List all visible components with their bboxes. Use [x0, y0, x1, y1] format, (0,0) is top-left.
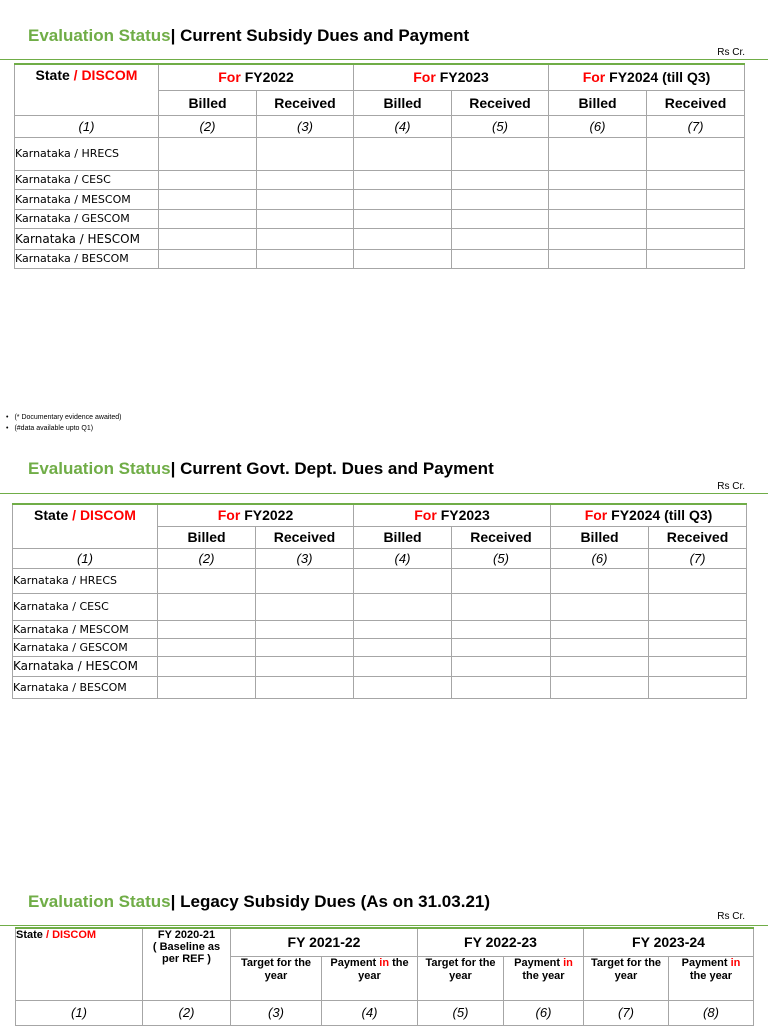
data-cell — [257, 189, 354, 209]
data-cell — [549, 249, 647, 268]
data-cell — [354, 189, 452, 209]
data-cell — [647, 209, 745, 228]
section3-rule — [0, 925, 768, 926]
row-label: Karnataka / HESCOM — [15, 228, 159, 249]
data-cell — [158, 568, 256, 593]
header-baseline: FY 2020-21 ( Baseline as per REF ) — [143, 928, 231, 1000]
header-fy2022: For FY2022 — [158, 504, 354, 526]
data-cell — [452, 656, 551, 676]
column-number: (7) — [647, 115, 745, 137]
column-number: (5) — [452, 548, 551, 568]
data-cell — [256, 676, 354, 698]
header-received: Received — [647, 90, 745, 115]
data-cell — [549, 137, 647, 170]
header-payment: Payment in the year — [504, 956, 584, 1000]
data-cell — [354, 593, 452, 620]
table-row — [15, 209, 745, 228]
column-number: (7) — [649, 548, 747, 568]
header-target: Target for the year — [584, 956, 669, 1000]
data-cell — [647, 249, 745, 268]
data-cell — [257, 209, 354, 228]
data-cell — [256, 656, 354, 676]
header-received: Received — [256, 526, 354, 548]
column-number: (3) — [257, 115, 354, 137]
data-cell — [159, 249, 257, 268]
section1-title — [28, 26, 469, 46]
row-label: Karnataka / BESCOM — [13, 676, 158, 698]
data-cell — [159, 209, 257, 228]
data-cell — [256, 620, 354, 638]
header-fy2022: For FY2022 — [159, 64, 354, 90]
data-cell — [452, 137, 549, 170]
section3-unit: Rs Cr. — [717, 911, 745, 922]
data-cell — [257, 249, 354, 268]
data-cell — [256, 593, 354, 620]
data-cell — [647, 189, 745, 209]
data-cell — [551, 593, 649, 620]
column-number: (4) — [354, 115, 452, 137]
data-cell — [158, 620, 256, 638]
data-cell — [549, 189, 647, 209]
header-fy2023-24: FY 2023-24 — [584, 928, 754, 956]
table-row — [13, 656, 747, 676]
column-number: (1) — [13, 548, 158, 568]
header-received: Received — [452, 90, 549, 115]
row-label: Karnataka / MESCOM — [13, 620, 158, 638]
data-cell — [158, 676, 256, 698]
data-cell — [452, 638, 551, 656]
header-fy2024: For FY2024 (till Q3) — [551, 504, 747, 526]
section2-title-text: | Current Govt. Dept. Dues and Payment — [170, 459, 494, 478]
column-number: (6) — [549, 115, 647, 137]
data-cell — [649, 593, 747, 620]
section2-rule — [0, 493, 768, 494]
data-cell — [354, 676, 452, 698]
data-cell — [354, 137, 452, 170]
table-row — [13, 676, 747, 698]
header-billed: Billed — [549, 90, 647, 115]
data-cell — [257, 228, 354, 249]
data-cell — [452, 593, 551, 620]
data-cell — [452, 676, 551, 698]
section3-title-text: | Legacy Subsidy Dues (As on 31.03.21) — [170, 892, 491, 911]
table-row — [13, 638, 747, 656]
section1-unit: Rs Cr. — [717, 47, 745, 58]
data-cell — [159, 228, 257, 249]
column-number-row — [15, 115, 745, 137]
data-cell — [354, 656, 452, 676]
data-cell — [647, 137, 745, 170]
data-cell — [452, 568, 551, 593]
data-cell — [649, 568, 747, 593]
table-row — [15, 249, 745, 268]
data-cell — [354, 228, 452, 249]
data-cell — [649, 638, 747, 656]
data-cell — [257, 137, 354, 170]
row-label: Karnataka / MESCOM — [15, 189, 159, 209]
table-row — [15, 170, 745, 189]
data-cell — [551, 620, 649, 638]
column-number: (2) — [159, 115, 257, 137]
header-payment: Payment in the year — [322, 956, 418, 1000]
data-cell — [647, 228, 745, 249]
column-number-row — [16, 1000, 754, 1025]
column-number: (2) — [158, 548, 256, 568]
column-number: (5) — [452, 115, 549, 137]
column-number: (1) — [15, 115, 159, 137]
header-fy2022-23: FY 2022-23 — [418, 928, 584, 956]
data-cell — [551, 656, 649, 676]
section2-table — [12, 503, 747, 699]
row-label: Karnataka / CESC — [13, 593, 158, 620]
column-number: (6) — [551, 548, 649, 568]
section3-title-highlight: Evaluation Status — [28, 892, 171, 911]
data-cell — [158, 593, 256, 620]
header-billed: Billed — [158, 526, 256, 548]
header-billed: Billed — [551, 526, 649, 548]
data-cell — [354, 170, 452, 189]
header-billed: Billed — [354, 90, 452, 115]
column-number: (5) — [418, 1000, 504, 1025]
data-cell — [452, 170, 549, 189]
data-cell — [158, 638, 256, 656]
table-row — [13, 568, 747, 593]
data-cell — [256, 568, 354, 593]
data-cell — [257, 170, 354, 189]
data-cell — [159, 170, 257, 189]
header-billed: Billed — [159, 90, 257, 115]
data-cell — [158, 656, 256, 676]
data-cell — [159, 137, 257, 170]
data-cell — [256, 638, 354, 656]
header-payment: Payment in the year — [669, 956, 754, 1000]
section2-title — [28, 459, 494, 479]
data-cell — [452, 228, 549, 249]
row-label: Karnataka / GESCOM — [15, 209, 159, 228]
header-received: Received — [257, 90, 354, 115]
data-cell — [354, 209, 452, 228]
column-number-row — [13, 548, 747, 568]
header-state-discom: State / DISCOM — [13, 504, 158, 548]
column-number: (3) — [256, 548, 354, 568]
section1-title-highlight: Evaluation Status — [28, 26, 171, 45]
row-label: Karnataka / HRECS — [13, 568, 158, 593]
column-number: (7) — [584, 1000, 669, 1025]
header-state-discom: State / DISCOM — [15, 64, 159, 115]
data-cell — [452, 249, 549, 268]
row-label: Karnataka / HRECS — [15, 137, 159, 170]
data-cell — [452, 189, 549, 209]
data-cell — [649, 656, 747, 676]
data-cell — [354, 638, 452, 656]
data-cell — [354, 620, 452, 638]
data-cell — [551, 676, 649, 698]
row-label: Karnataka / HESCOM — [13, 656, 158, 676]
table-row — [13, 620, 747, 638]
header-target: Target for the year — [418, 956, 504, 1000]
data-cell — [354, 249, 452, 268]
column-number: (8) — [669, 1000, 754, 1025]
column-number: (4) — [322, 1000, 418, 1025]
data-cell — [452, 209, 549, 228]
table-row — [15, 228, 745, 249]
header-received: Received — [649, 526, 747, 548]
header-received: Received — [452, 526, 551, 548]
footnote: • (* Documentary evidence awaited) — [6, 412, 121, 423]
column-number: (3) — [231, 1000, 322, 1025]
section3-table — [15, 927, 754, 1026]
column-number: (1) — [16, 1000, 143, 1025]
data-cell — [549, 209, 647, 228]
header-billed: Billed — [354, 526, 452, 548]
footnote: • (#data available upto Q1) — [6, 423, 121, 434]
data-cell — [452, 620, 551, 638]
data-cell — [159, 189, 257, 209]
header-fy2023: For FY2023 — [354, 64, 549, 90]
column-number: (2) — [143, 1000, 231, 1025]
header-target: Target for the year — [231, 956, 322, 1000]
section2-unit: Rs Cr. — [717, 481, 745, 492]
table-row — [15, 189, 745, 209]
header-fy2021-22: FY 2021-22 — [231, 928, 418, 956]
header-fy2024: For FY2024 (till Q3) — [549, 64, 745, 90]
data-cell — [551, 568, 649, 593]
header-fy2023: For FY2023 — [354, 504, 551, 526]
row-label: Karnataka / GESCOM — [13, 638, 158, 656]
table-row — [15, 137, 745, 170]
section1-table — [14, 63, 745, 269]
row-label: Karnataka / BESCOM — [15, 249, 159, 268]
footnotes — [6, 412, 121, 434]
section1-title-text: | Current Subsidy Dues and Payment — [170, 26, 470, 45]
data-cell — [649, 620, 747, 638]
section1-rule — [0, 59, 768, 60]
data-cell — [549, 228, 647, 249]
data-cell — [354, 568, 452, 593]
column-number: (6) — [504, 1000, 584, 1025]
section3-title — [28, 892, 490, 912]
row-label: Karnataka / CESC — [15, 170, 159, 189]
data-cell — [549, 170, 647, 189]
data-cell — [647, 170, 745, 189]
data-cell — [551, 638, 649, 656]
section2-title-highlight: Evaluation Status — [28, 459, 171, 478]
table-row — [13, 593, 747, 620]
column-number: (4) — [354, 548, 452, 568]
data-cell — [649, 676, 747, 698]
header-state-discom: State / DISCOM — [16, 928, 143, 1000]
